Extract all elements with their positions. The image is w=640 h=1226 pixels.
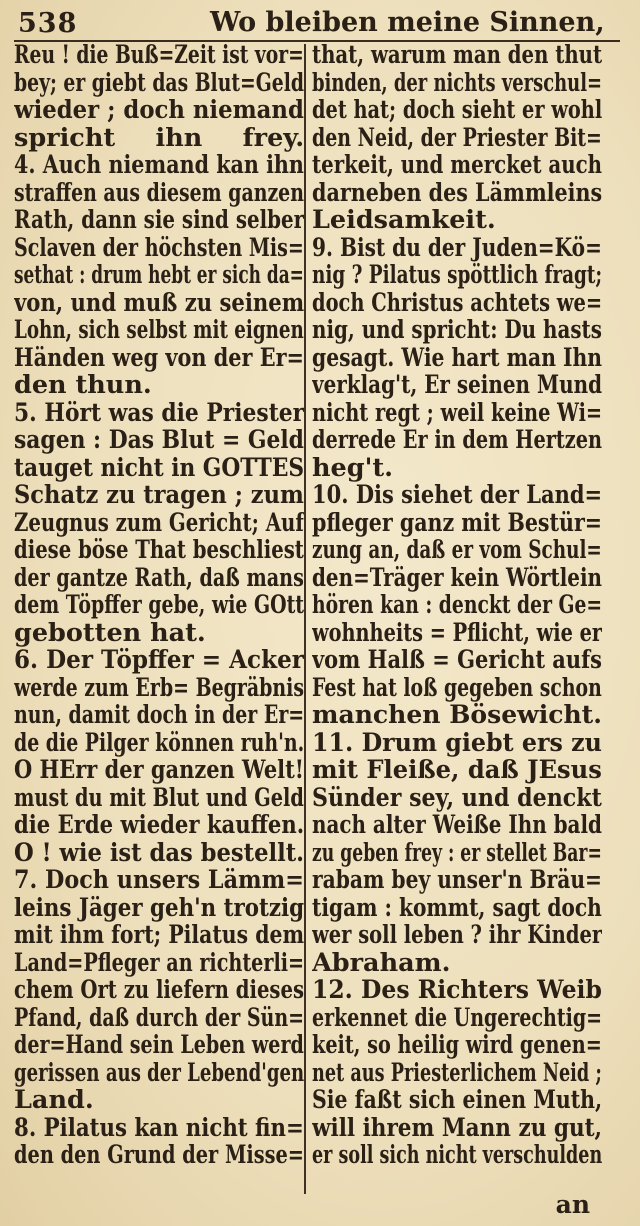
- column-divider: [304, 44, 306, 1194]
- text-line: Land=Pfleger an richterli=: [14, 949, 304, 977]
- text-line: zung an, daß er vom Schul=: [312, 537, 602, 565]
- text-line: derrede Er in dem Hertzen: [312, 427, 602, 455]
- text-line: gebotten hat.: [14, 619, 206, 647]
- text-line: O HErr der ganzen Welt!: [14, 757, 304, 785]
- text-line: net aus Priesterlichem Neid ;: [312, 1059, 602, 1087]
- text-line: nig ? Pilatus spöttlich fragt;: [312, 262, 602, 290]
- text-line: 11. Drum giebt ers zu: [312, 729, 602, 757]
- text-line: nach alter Weiße Ihn bald: [312, 812, 602, 840]
- text-line: nicht regt ; weil keine Wi=: [312, 399, 602, 427]
- text-line: tauget nicht in GOTTES: [14, 454, 304, 482]
- text-line: zu geben frey : er stellet Bar=: [312, 839, 602, 867]
- text-line: von, und muß zu seinem: [14, 289, 304, 317]
- text-line: wieder ; doch niemand: [14, 97, 304, 125]
- text-line: Sclaven der höchsten Mis=: [14, 234, 304, 262]
- text-line: straffen aus diesem ganzen: [14, 179, 304, 207]
- text-line: tigam : kommt, sagt doch: [312, 894, 602, 922]
- text-line: mit Fleiße, daß JEsus: [312, 757, 602, 785]
- text-line: Sünder sey, und denckt: [312, 784, 602, 812]
- text-line: Reu ! die Buß=Zeit ist vor=: [14, 42, 304, 70]
- text-line: 8. Pilatus kan nicht fin=: [14, 1114, 304, 1142]
- text-line: heg't.: [312, 454, 394, 482]
- text-line: 9. Bist du der Juden=Kö=: [312, 234, 602, 262]
- text-line: Pfand, daß durch der Sün=: [14, 1004, 304, 1032]
- text-line: that, warum man den thut: [312, 42, 602, 70]
- text-line: wohnheits = Pflicht, wie er: [312, 619, 602, 647]
- text-line: den Neid, der Priester Bit=: [312, 124, 602, 152]
- text-line: Land.: [14, 1087, 94, 1115]
- text-line: darneben des Lämmleins: [312, 179, 602, 207]
- right-column: [312, 42, 602, 1170]
- text-line: Abraham.: [312, 949, 451, 977]
- text-line: den thun.: [14, 372, 152, 400]
- text-line: bey; er giebt das Blut=Geld: [14, 69, 304, 97]
- text-line: gesagt. Wie hart man Ihn: [312, 344, 602, 372]
- text-line: erkennet die Ungerechtig=: [312, 1004, 602, 1032]
- text-line: nun, damit doch in der Er=: [14, 702, 304, 730]
- text-line: 10. Dis siehet der Land=: [312, 482, 602, 510]
- catchword: an: [555, 1190, 590, 1219]
- text-line: spricht ihn frey.: [14, 124, 304, 152]
- text-line: keit, so heilig wird genen=: [312, 1032, 602, 1060]
- text-line: der=Hand sein Leben werd: [14, 1032, 304, 1060]
- text-line: manchen Bösewicht.: [312, 702, 602, 730]
- text-line: die Erde wieder kauffen.: [14, 812, 304, 840]
- text-line: den=Träger kein Wörtlein: [312, 564, 602, 592]
- text-line: 6. Der Töpffer = Acker: [14, 647, 304, 675]
- text-line: O ! wie ist das bestellt.: [14, 839, 304, 867]
- text-line: Fest hat loß gegeben schon: [312, 674, 602, 702]
- text-line: Sie faßt sich einen Muth,: [312, 1087, 602, 1115]
- text-line: vom Halß = Gericht aufs: [312, 647, 602, 675]
- page-header: [14, 6, 620, 42]
- text-line: 5. Hört was die Priester: [14, 399, 304, 427]
- text-line: Lohn, sich selbst mit eignen: [14, 317, 304, 345]
- text-line: will ihrem Mann zu gut,: [312, 1114, 602, 1142]
- text-line: dem Töpffer gebe, wie GOtt: [14, 592, 304, 620]
- text-line: 12. Des Richters Weib: [312, 977, 602, 1005]
- left-column: [14, 42, 304, 1170]
- text-line: Schatz zu tragen ; zum: [14, 482, 304, 510]
- text-line: hören kan : denckt der Ge=: [312, 592, 602, 620]
- text-line: must du mit Blut und Geld: [14, 784, 304, 812]
- text-line: gerissen aus der Lebend'gen: [14, 1059, 304, 1087]
- text-line: rabam bey unser'n Bräu=: [312, 867, 602, 895]
- text-line: der gantze Rath, daß mans: [14, 564, 304, 592]
- text-line: Zeugnus zum Gericht; Auf: [14, 509, 304, 537]
- running-title: Wo bleiben meine Sinnen,: [210, 7, 605, 38]
- page-number: 538: [18, 8, 78, 39]
- text-line: doch Christus achtets we=: [312, 289, 602, 317]
- text-line: 7. Doch unsers Lämm=: [14, 867, 304, 895]
- text-line: wer soll leben ? ihr Kinder: [312, 922, 602, 950]
- text-line: sagen : Das Blut = Geld: [14, 427, 304, 455]
- text-line: chem Ort zu liefern dieses: [14, 977, 304, 1005]
- text-line: verklag't, Er seinen Mund: [312, 372, 602, 400]
- text-line: diese böse That beschliest: [14, 537, 304, 565]
- text-line: werde zum Erb= Begräbnis: [14, 674, 304, 702]
- text-line: 4. Auch niemand kan ihn: [14, 152, 304, 180]
- text-line: det hat; doch sieht er wohl: [312, 97, 602, 125]
- text-line: Rath, dann sie sind selber: [14, 207, 304, 235]
- text-line: sethat : drum hebt er sich da=: [14, 262, 304, 290]
- text-line: Leidsamkeit.: [312, 207, 496, 235]
- text-line: pfleger ganz mit Bestür=: [312, 509, 602, 537]
- text-line: nig, und spricht: Du hasts: [312, 317, 602, 345]
- text-line: leins Jäger geh'n trotzig: [14, 894, 304, 922]
- text-line: den den Grund der Misse=: [14, 1142, 304, 1170]
- text-line: binden, der nichts verschul=: [312, 69, 602, 97]
- text-line: Händen weg von der Er=: [14, 344, 304, 372]
- text-line: er soll sich nicht verschulden: [312, 1142, 602, 1170]
- text-line: mit ihm fort; Pilatus dem: [14, 922, 304, 950]
- text-line: terkeit, und mercket auch: [312, 152, 602, 180]
- text-line: de die Pilger können ruh'n.: [14, 729, 304, 757]
